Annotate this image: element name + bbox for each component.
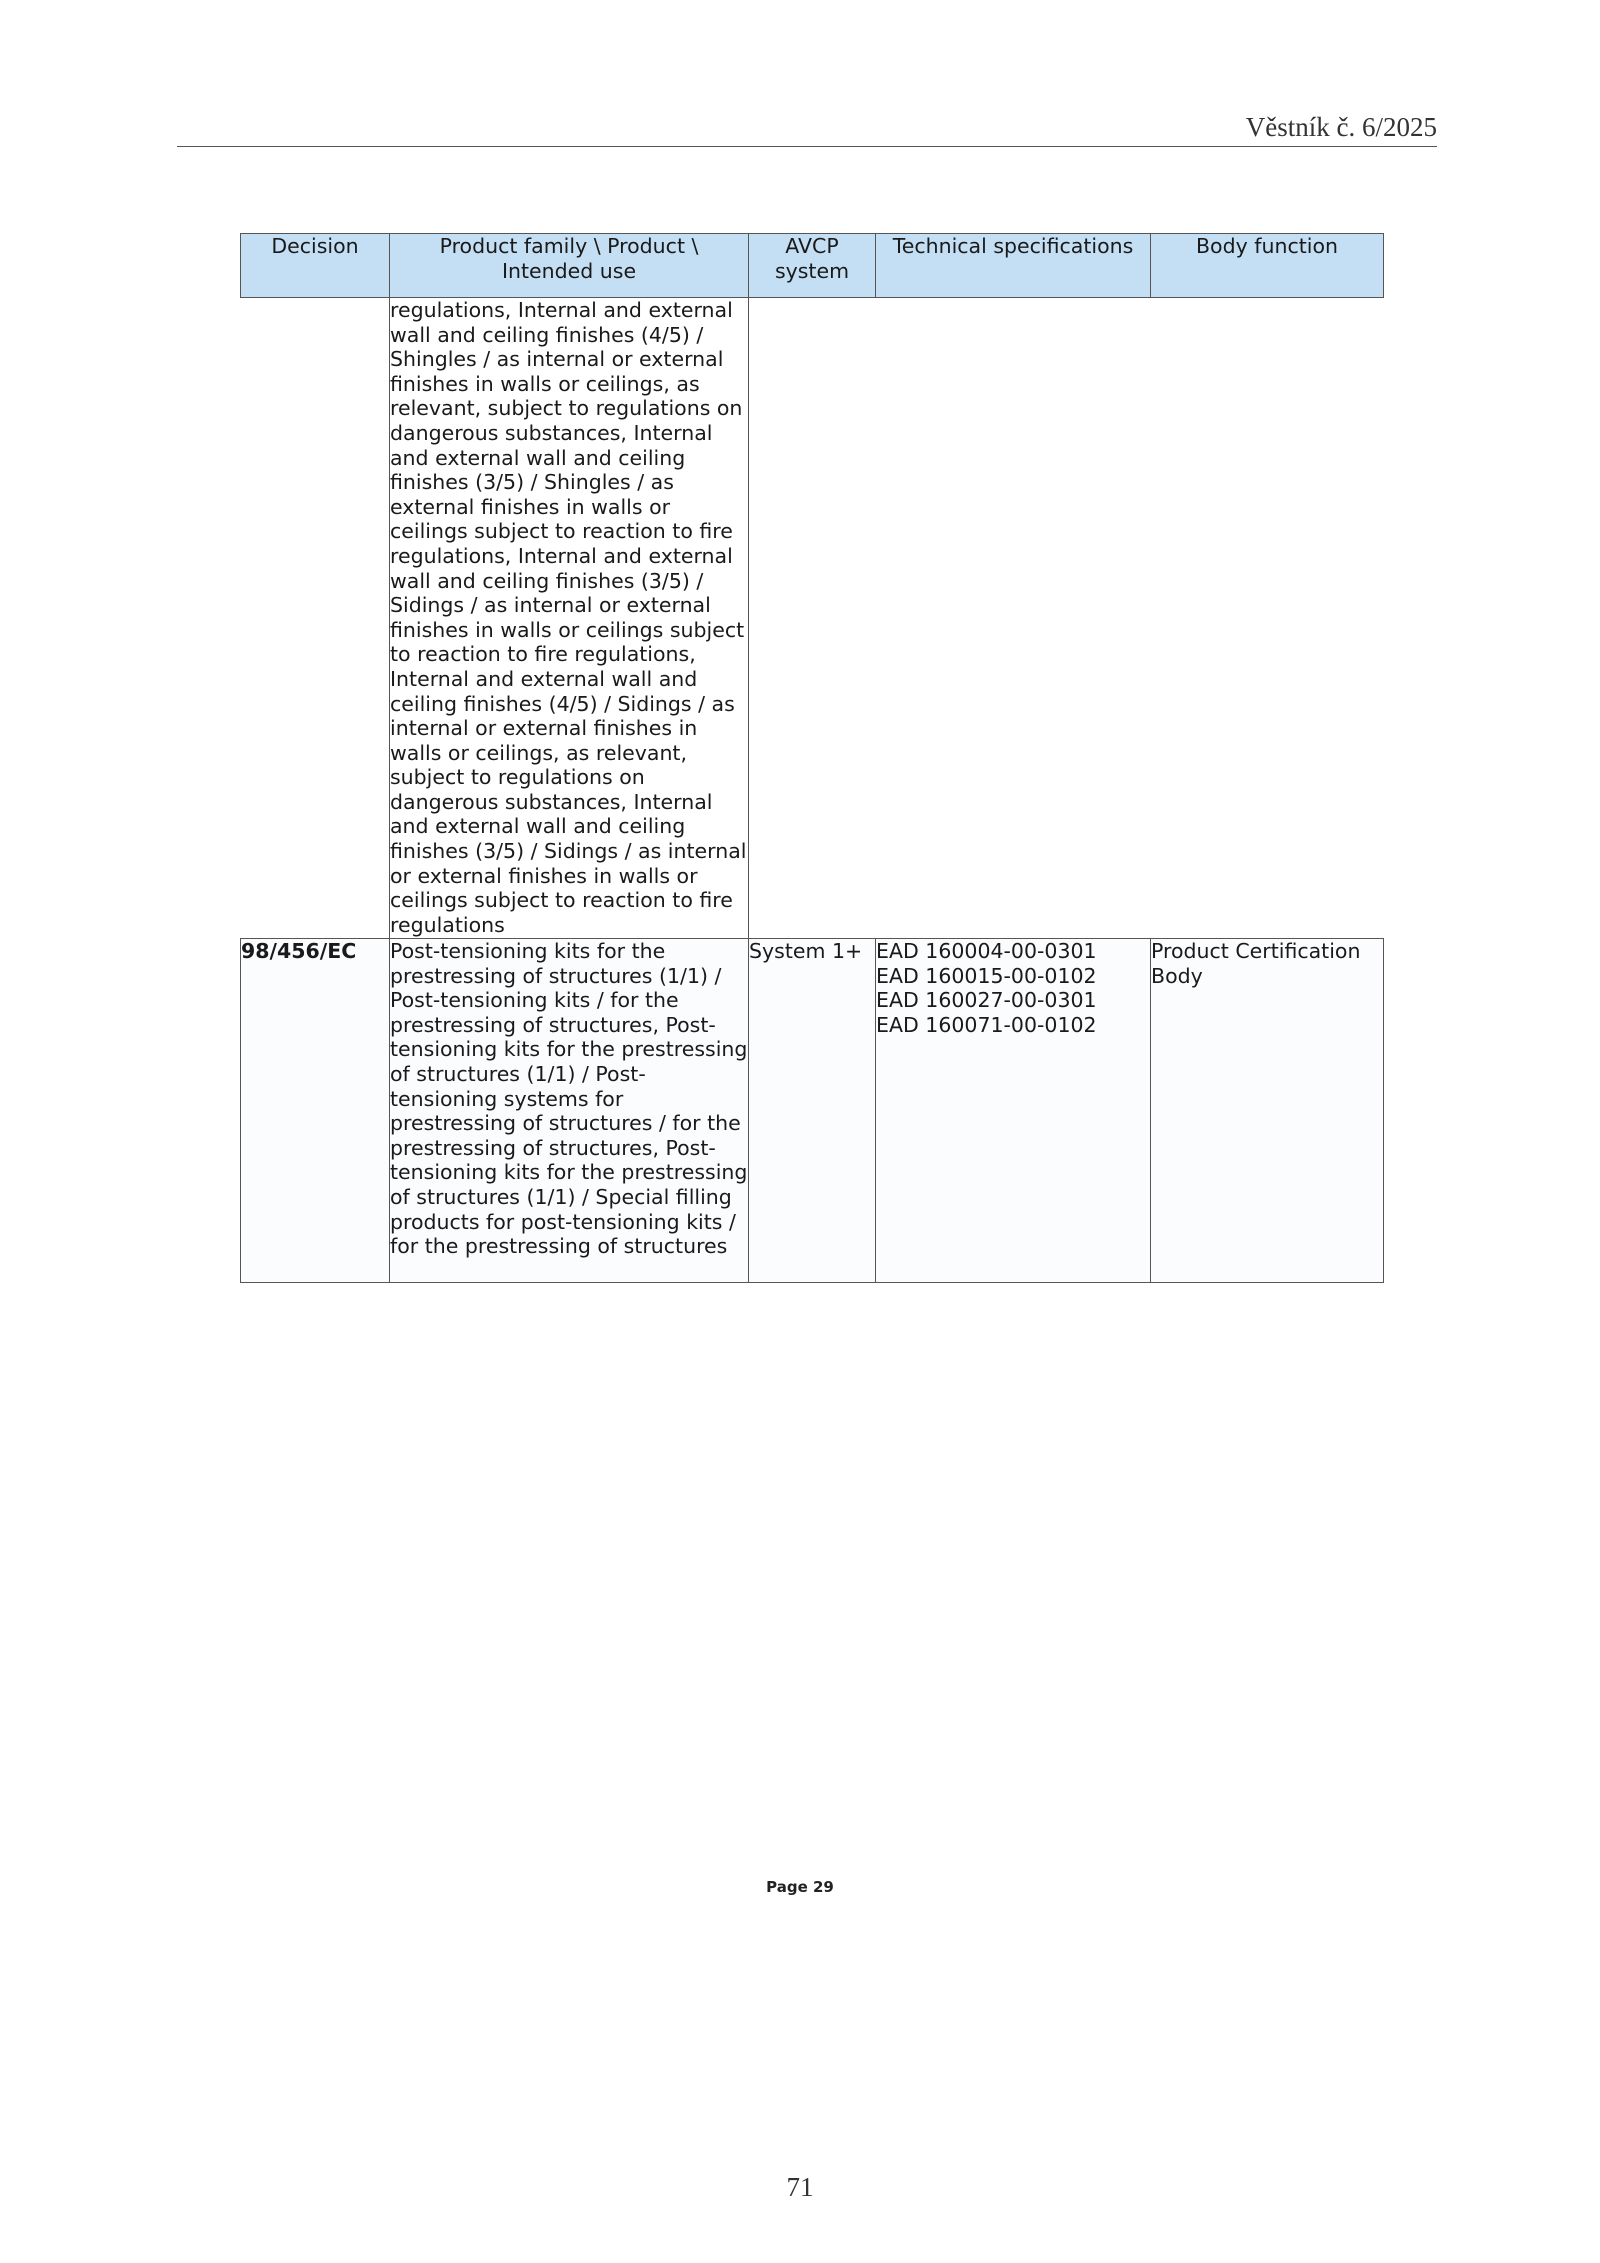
column-header-decision: Decision (241, 234, 390, 298)
spec-line: EAD 160027-00-0301 (876, 988, 1097, 1013)
spec-line: EAD 160015-00-0102 (876, 963, 1097, 988)
column-header-product: Product family \ Product \ Intended use (390, 234, 749, 298)
table-row (241, 939, 1384, 1283)
decision-cell: 98/456/EC (241, 939, 390, 1283)
body-function-cell: Product Certification Body (1151, 939, 1384, 1283)
continuation-body-cell (1151, 298, 1384, 939)
continuation-decision-cell (241, 298, 390, 939)
avcp-cell: System 1+ (749, 939, 876, 1283)
technical-specifications-cell (876, 939, 1151, 1283)
spec-line: EAD 160004-00-0301 (876, 939, 1097, 963)
continuation-avcp-cell (749, 298, 876, 939)
product-cell: Post-tensioning kits for the prestressing of structures (1/1) / Post-tensioning kits / for the prestressing of structures, Post-tensioning kits for the prestressing of structures (1/1) / Post-tensioning systems for prestressing of structures / for the prestressing of structures, Post-tensioning kits for the prestressing of structures (1/1) / Special filling products for post-tensioning kits / for the prestressing of structures (390, 939, 749, 1283)
continuation-specs-cell (876, 298, 1151, 939)
continuation-product-cell: regulations, Internal and external wall and ceiling finishes (4/5) / Shingles / as internal or external finishes in walls or ceilings, as relevant, subject to regulations on dangerous substances, Internal and external wall and ceiling finishes (3/5) / Shingles / as external finishes in walls or ceilings subject to reaction to fire regulations, Internal and external wall and ceiling finishes (3/5) / Sidings / as internal or external finishes in walls or ceilings subject to reaction to fire regulations, Internal and external wall and ceiling finishes (4/5) / Sidings / as internal or external finishes in walls or ceilings, as relevant, subject to regulations on dangerous substances, Internal and external wall and ceiling finishes (3/5) / Sidings / as internal or external finishes in walls or ceilings subject to reaction to fire regulations (390, 298, 749, 939)
specifications-table (240, 233, 1384, 1283)
table-header-row (241, 234, 1384, 298)
page-label: Page 29 (766, 1878, 834, 1896)
column-header-technical-specifications: Technical specifications (876, 234, 1151, 298)
page-number: 71 (786, 2172, 814, 2202)
spec-line: EAD 160071-00-0102 (876, 1012, 1097, 1037)
header-rule (177, 146, 1437, 147)
table-row-continuation (241, 298, 1384, 939)
column-header-body-function: Body function (1151, 234, 1384, 298)
column-header-avcp: AVCP system (749, 234, 876, 298)
running-head-title: Věstník č. 6/2025 (1245, 112, 1437, 142)
